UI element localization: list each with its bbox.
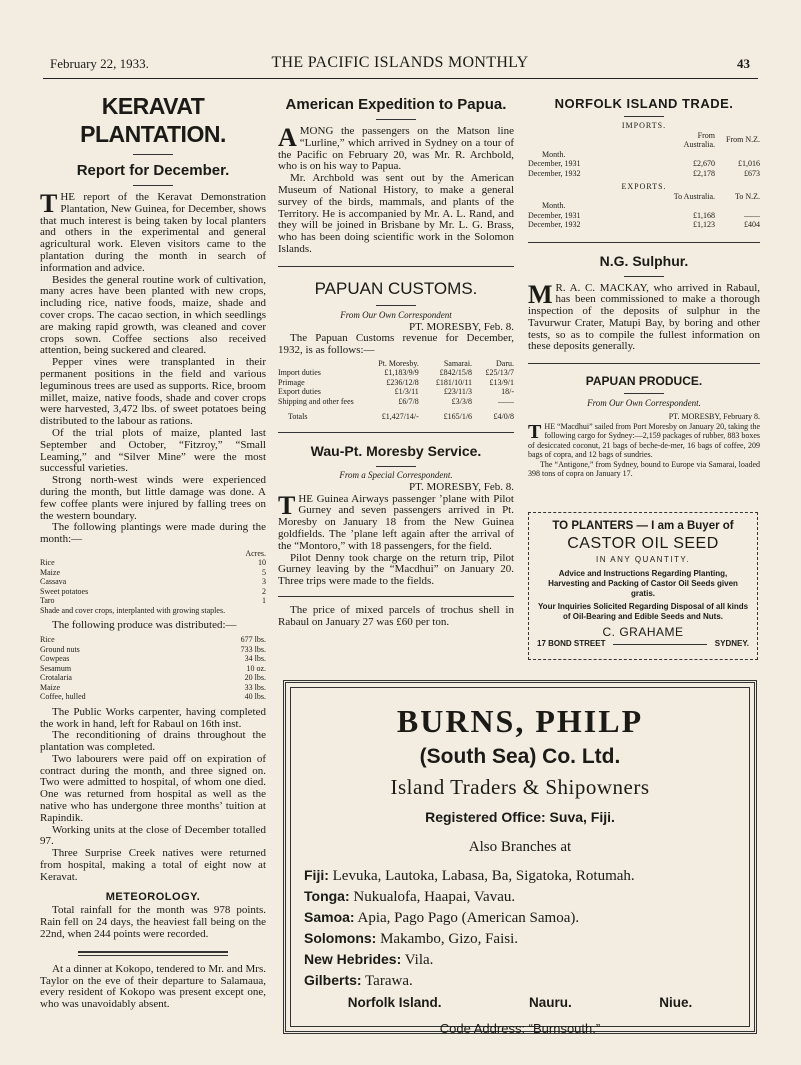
burns-code: Code Address: “Burnsouth.” — [439, 1021, 601, 1036]
castor-ad-address — [537, 639, 749, 649]
table-row — [528, 159, 760, 169]
trade-month: December, 1932 — [528, 220, 581, 229]
produce-table — [40, 635, 266, 702]
cell-value: £23/11/3 — [443, 387, 473, 397]
cell-value: —— — [498, 396, 514, 406]
branch-places: Makambo, Gizo, Faisi. — [376, 931, 518, 947]
divider — [376, 466, 416, 467]
keravat-p4: Of the trial plots of maize, planted last September and October, “Fitzroy,” “Small Leaming,” and “Silver Mine” were the most successful varieties. — [40, 426, 266, 475]
divider — [376, 305, 416, 306]
produce-name: Sesamum — [40, 663, 72, 673]
produce-value: 677 lbs. — [240, 635, 266, 645]
table-row — [40, 654, 266, 664]
meteorology-text: Total rainfall for the month was 978 points. Rain fell on 24 days, the heaviest fall being on the 22nd, when 244 points were recorded. — [40, 904, 266, 941]
customs-title: PAPUAN CUSTOMS. — [314, 278, 478, 298]
burns-name: BURNS, PHILP — [396, 703, 644, 739]
trade-value-a: £1,123 — [693, 220, 715, 229]
keravat-subtitle: Report for December. — [76, 162, 230, 179]
issue-date: February 22, 1933. — [50, 56, 149, 71]
castor-ad-line5: Your Inquiries Solicited Regarding Disposal of all kinds of Oil-Bearing and Edible Seeds and Nuts. — [537, 602, 749, 621]
imports-table — [528, 131, 760, 179]
trade-value-b: £404 — [744, 220, 760, 229]
keravat-p8: The Public Works carpenter, having completed the work in hand, left for Rabaul on 16th inst. — [40, 705, 266, 730]
branch-region: Tonga: — [304, 888, 350, 904]
customs-table — [278, 359, 514, 422]
table-row — [40, 664, 266, 674]
column-two — [278, 96, 514, 629]
row-label: Export duties — [278, 387, 321, 397]
castor-ad-line3: IN ANY QUANTITY. — [596, 555, 690, 564]
divider — [528, 363, 760, 364]
planting-name: Taro — [40, 596, 55, 606]
empty-cell — [670, 150, 715, 160]
plantings-header: Acres. — [245, 548, 266, 558]
branch-region: Fiji: — [304, 867, 329, 883]
produce-name: Rice — [40, 635, 55, 645]
cell-value: £13/9/1 — [489, 377, 514, 387]
wau-p2: Pilot Denny took charge on the return trip, Pilot Gurney leaving by the “Macdhui” on January 20. Three trips were made to the fields. — [278, 551, 514, 588]
trade-month: December, 1931 — [528, 159, 581, 168]
keravat-p11: Working units at the close of December totalled 97. — [40, 823, 266, 848]
customs-dateline: PT. MORESBY, Feb. 8. — [408, 320, 514, 333]
total-value: £4/0/8 — [493, 412, 514, 422]
keravat-title: KERAVAT PLANTATION. — [80, 93, 226, 147]
planting-value: 5 — [262, 567, 266, 577]
produce-p2: The “Antigone,” from Sydney, bound to Europe via Samarai, loaded 398 tons of copra on January 17. — [528, 459, 760, 479]
plantings-table — [40, 549, 266, 616]
branch-line — [304, 949, 736, 970]
drop-cap: T — [528, 420, 542, 443]
meteorology-title: METEOROLOGY. — [105, 890, 201, 903]
cell-value: 18/- — [501, 387, 514, 397]
sulphur-title: N.G. Sulphur. — [599, 252, 689, 269]
table-row — [40, 645, 266, 655]
sulphur-text: R. A. C. MACKAY, who arrived in Rabaul, has been commissioned to make a thorough inspection of the deposits of sulphur in the Tavurwur Crater, Matupi Bay, by boring and other tests, so as to compile the fullest information on these deposits generally. — [528, 281, 760, 353]
table-header — [278, 359, 514, 369]
customs-byline: From Our Own Correspondent — [340, 309, 452, 320]
empty-cell — [278, 359, 359, 369]
drop-cap: A — [278, 123, 297, 152]
produce-value: 733 lbs. — [240, 644, 266, 654]
castor-ad-line4: Advice and Instructions Regarding Planting, Harvesting and Packing of Castor Oil Seeds given gratis. — [548, 569, 738, 598]
total-value: £165/1/6 — [443, 412, 473, 422]
castor-ad-name: C. GRAHAME — [602, 625, 684, 639]
trade-month: December, 1932 — [528, 168, 581, 178]
produce-name: Cowpeas — [40, 654, 70, 664]
branch-places: Apia, Pago Pago (American Samoa). — [354, 910, 580, 926]
table-row — [40, 673, 266, 683]
trochus-note: The price of mixed parcels of trochus shell in Rabaul on January 27 was £60 per ton. — [278, 603, 514, 628]
produce-dateline: PT. MORESBY, February 8. — [668, 412, 760, 422]
american-p1: MONG the passengers on the Matson line “Lurline,” which arrived in Sydney on a tour of the Pacific on February 20, was Mr. R. Archbold, who is on his way to Papua. — [278, 125, 514, 173]
table-header — [528, 192, 760, 202]
table-row — [528, 169, 760, 179]
cell-value: £236/12/8 — [386, 377, 419, 387]
trade-value-b: —— — [744, 210, 760, 220]
empty-cell — [715, 201, 760, 211]
keravat-p10: Two labourers were paid off on expiration of contract during the month, and three signed on. Two were admitted to hospital, of whom one died. One was returned from hospital as well as the native who has undergone three months’ tuition at Rapindik. — [40, 752, 266, 824]
cell-value: £842/15/8 — [439, 368, 473, 378]
month-label-row — [528, 150, 760, 160]
produce-title: PAPUAN PRODUCE. — [585, 374, 703, 389]
empty-cell — [528, 192, 670, 202]
table-row — [40, 596, 266, 606]
empty-cell — [670, 201, 715, 211]
column-header: Samarai. — [443, 358, 473, 368]
cell-value: £3/3/8 — [451, 396, 473, 406]
produce-value: 33 lbs. — [244, 682, 266, 692]
keravat-p3: Pepper vines were transplanted in their permanent positions in the field and various leguminous trees are used as supports. Rice, broom millet, maize, native foods, shade and cover crops were harvested, 3,472 lbs. of sweet potatoes being distributed to the labour as rations. — [40, 356, 266, 428]
row-label: Shipping and other fees — [278, 396, 354, 406]
branch-region: Samoa: — [304, 909, 355, 925]
castor-ad-line2: CASTOR OIL SEED — [567, 535, 719, 552]
cell-value: £181/10/11 — [435, 377, 473, 387]
planting-value — [243, 606, 266, 616]
totals-row — [278, 406, 514, 422]
trade-value-a: £2,178 — [693, 168, 715, 178]
keravat-p5: Strong north-west winds were experienced during the month, but little damage was done. A few coffee plants were injured by falling trees on the western boundary. — [40, 474, 266, 522]
table-header — [528, 131, 760, 150]
branch-line — [304, 970, 736, 991]
divider — [278, 432, 514, 433]
dinner-note: At a dinner at Kokopo, tendered to Mr. and Mrs. Taylor on the eve of their departure to Salamaua, every resident of Kokopo was present except one, who was unavoidably absent. — [40, 962, 266, 1011]
produce-name: Coffee, hulled — [40, 692, 86, 702]
branch-places: Tarawa. — [361, 973, 413, 989]
table-row — [40, 692, 266, 702]
produce-value: 10 oz. — [246, 663, 266, 673]
divider — [624, 116, 664, 117]
wau-byline: From a Special Correspondent. — [339, 469, 453, 480]
branch-line — [304, 886, 736, 907]
column-header: From Australia. — [683, 130, 715, 149]
branch-line — [304, 865, 736, 886]
divider — [78, 951, 228, 953]
branch-places: Nukualofa, Haapai, Vavau. — [349, 889, 516, 905]
trade-value-b: £673 — [744, 168, 760, 178]
row-label: Import duties — [278, 368, 321, 378]
divider — [624, 276, 664, 277]
empty-cell — [528, 131, 670, 150]
column-three — [528, 96, 760, 479]
norfolk-title: NORFOLK ISLAND TRADE. — [554, 96, 734, 111]
branch-line — [304, 928, 736, 949]
column-header: From N.Z. — [726, 135, 760, 145]
cell-value: £25/13/7 — [485, 368, 514, 378]
divider — [528, 242, 760, 243]
drop-cap: T — [40, 189, 58, 218]
burns-last-line — [304, 993, 736, 1013]
keravat-article — [40, 92, 266, 1011]
wau-p1: HE Guinea Airways passenger ’plane with Pilot Gurney and seven passengers arrived in Pt. Moresby on January 18 from the New Guinea goldfields. The ’plane left again after the arrival of the “Montoro,” with 18 passengers, for the field. — [278, 492, 514, 552]
burns-nauru: Nauru. — [528, 995, 572, 1010]
produce-byline: From Our Own Correspondent. — [587, 398, 701, 409]
empty-cell — [715, 150, 760, 160]
burns-company: (South Sea) Co. Ltd. — [419, 745, 621, 768]
trade-month: December, 1931 — [528, 210, 581, 220]
burns-branch-list — [304, 865, 736, 991]
branch-places: Levuka, Lautoka, Labasa, Ba, Sigatoka, Rotumah. — [328, 868, 635, 884]
burns-niue: Niue. — [659, 995, 693, 1010]
table-row — [40, 577, 266, 587]
planting-name: Rice — [40, 558, 55, 568]
produce-name: Maize — [40, 682, 60, 692]
exports-label: EXPORTS. — [621, 182, 667, 191]
journal-title: THE PACIFIC ISLANDS MONTHLY — [271, 54, 529, 71]
divider — [624, 393, 664, 394]
american-p2: Mr. Archbold was sent out by the American Museum of National History, to make a general survey of the birds, mammals, and plants of the Territory. He is accompanied by Mr. A. L. Rand, and they will be joined in Brisbane by Mr. L. G. Brass, who has been doing scientific work in the Solomon Islands. — [278, 172, 514, 255]
branch-places: Vila. — [401, 952, 434, 968]
castor-ad-city: SYDNEY. — [714, 639, 749, 648]
keravat-p1: HE report of the Keravat Demonstration Plantation, New Guinea, for December, shows that much interest is being taken by local planters and others in the experimental and general agricultural work. Eleven visitors came to the plantation during the month in search of information and advice. — [40, 191, 266, 274]
planting-value: 3 — [262, 577, 266, 587]
branch-region: Gilberts: — [304, 972, 362, 988]
branch-region: Solomons: — [304, 930, 377, 946]
table-row — [40, 587, 266, 597]
column-header: Pt. Moresby. — [378, 358, 419, 368]
table-row — [528, 220, 760, 230]
burns-branches: Also Branches at — [468, 839, 572, 855]
branch-line — [304, 907, 736, 928]
planting-value: 10 — [258, 558, 266, 568]
cell-value: £1/3/11 — [394, 387, 419, 397]
customs-intro: The Papuan Customs revenue for December, 1932, is as follows:— — [278, 332, 514, 357]
table-row — [40, 606, 266, 616]
keravat-p7: The following produce was distributed:— — [52, 619, 237, 632]
burns-office: Registered Office: Suva, Fiji. — [425, 809, 615, 825]
keravat-p6: The following plantings were made during the month:— — [40, 521, 266, 546]
branch-region: New Hebrides: — [304, 951, 402, 967]
keravat-p9: The reconditioning of drains throughout the plantation was completed. — [40, 729, 266, 754]
imports-label: IMPORTS. — [621, 121, 667, 130]
produce-value: 34 lbs. — [244, 654, 266, 664]
divider — [133, 185, 173, 186]
month-label-row — [528, 201, 760, 211]
total-value: £1,427/14/- — [381, 412, 419, 422]
divider — [278, 596, 514, 597]
castor-ad-street: 17 BOND STREET — [537, 639, 606, 648]
month-label: Month. — [542, 201, 566, 210]
american-title: American Expedition to Papua. — [285, 96, 507, 113]
burns-philp-ad — [283, 680, 757, 1034]
divider — [133, 154, 173, 155]
produce-name: Crotalaria — [40, 673, 72, 683]
table-row — [40, 683, 266, 693]
drop-cap: M — [528, 279, 553, 309]
trade-value-a: £2,670 — [693, 159, 715, 168]
keravat-p2: Besides the general routine work of cultivation, many acres have been planted with new crops, including rice, native foods, maize, shade and cover crops. The cacao section, in which seedlings are making rapid growth, was cleaned and cover crops sown. Coffee sections also received attention, being suckered and cleared. — [40, 273, 266, 357]
table-row — [528, 211, 760, 221]
wau-dateline: PT. MORESBY, Feb. 8. — [408, 480, 514, 493]
table-row — [40, 635, 266, 645]
row-label: Primage — [278, 377, 305, 387]
burns-tagline: Island Traders & Shipowners — [390, 775, 650, 799]
planting-name: Sweet potatoes — [40, 586, 89, 596]
table-row — [278, 397, 514, 407]
column-header: Daru. — [496, 358, 514, 368]
month-label: Month. — [542, 149, 566, 159]
page-number: 43 — [737, 56, 750, 71]
table-row — [40, 558, 266, 568]
column-header: To Australia. — [673, 191, 715, 201]
trade-value-b: £1,016 — [738, 159, 760, 168]
planting-value: 1 — [262, 596, 266, 606]
page-header — [50, 56, 750, 76]
produce-p1: HE “Macdhui” sailed from Port Moresby on January 20, taking the following cargo for Sydney:—2,159 packages of rubber, 883 boxes of desiccated coconut, 21 bags of beche-de-mer, 16 bags of coffee, 209 bags of copra, and 12 bags of sundries. — [528, 421, 760, 460]
planting-name: Shade and cover crops, interplanted with growing staples. — [40, 605, 226, 615]
cell-value: £1,183/9/9 — [384, 368, 419, 378]
drop-cap: T — [278, 490, 296, 520]
planting-value: 2 — [262, 586, 266, 596]
produce-name: Ground nuts — [40, 644, 80, 654]
table-row — [278, 387, 514, 397]
planting-name: Maize — [40, 567, 60, 577]
wau-title: Wau-Pt. Moresby Service. — [310, 442, 482, 459]
exports-table — [528, 192, 760, 230]
divider — [78, 955, 228, 956]
totals-label: Totals — [288, 412, 308, 422]
header-rule — [43, 78, 758, 79]
divider — [278, 266, 514, 267]
table-row — [40, 568, 266, 578]
divider — [376, 119, 416, 120]
table-row — [278, 378, 514, 388]
table-row — [278, 368, 514, 378]
planting-name: Cassava — [40, 577, 67, 587]
cell-value: £6/7/8 — [398, 396, 419, 406]
produce-value: 20 lbs. — [244, 673, 266, 683]
produce-value: 40 lbs. — [244, 692, 266, 702]
castor-ad-line1: TO PLANTERS — I am a Buyer of — [552, 520, 734, 532]
trade-value-a: £1,168 — [693, 210, 715, 220]
castor-oil-ad — [528, 512, 758, 660]
keravat-p12: Three Surprise Creek natives were returned from hospital, making a total of eight now at Keravat. — [40, 847, 266, 883]
column-header: To N.Z. — [735, 191, 760, 201]
burns-norfolk: Norfolk Island. — [347, 995, 442, 1010]
